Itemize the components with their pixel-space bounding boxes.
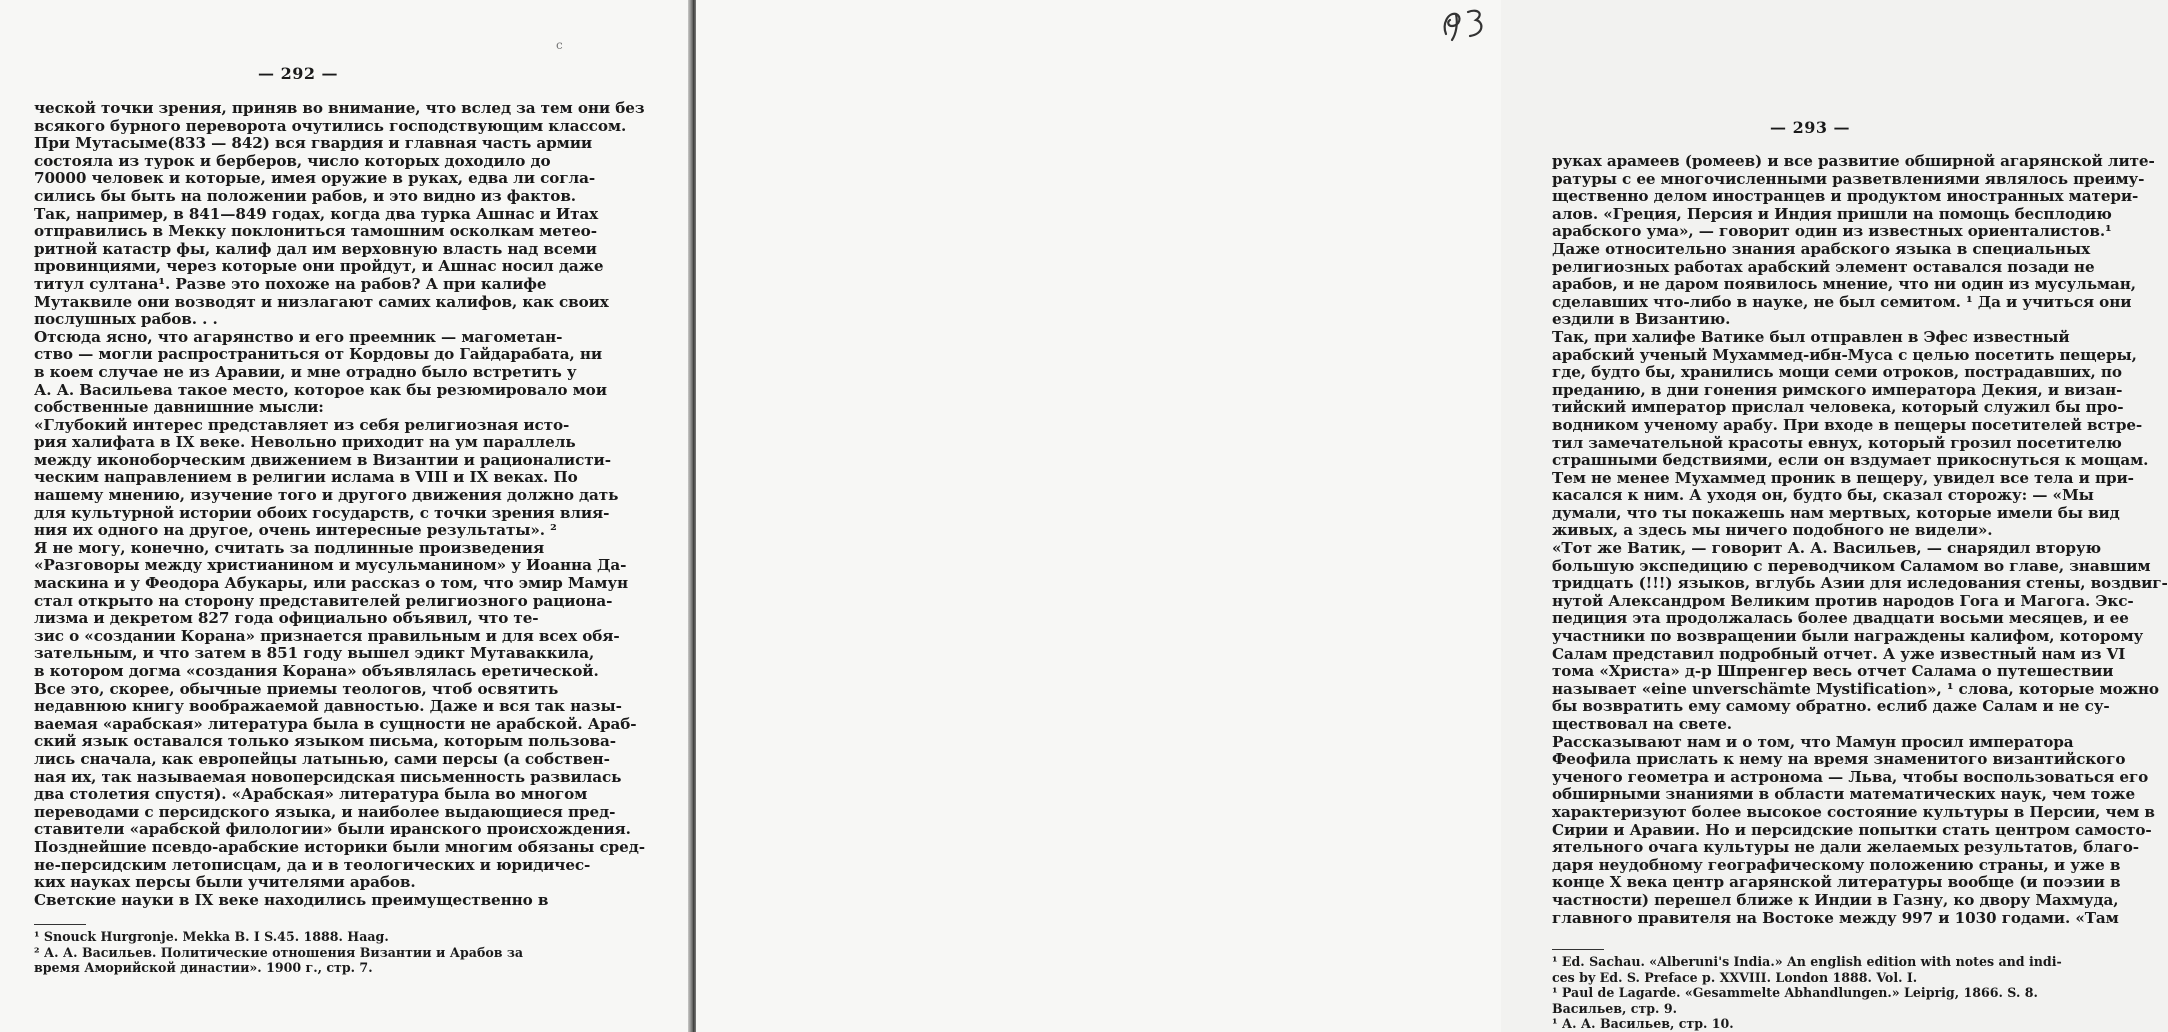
text-line: Салам представил подробный отчет. А уже известный нам из VI	[1552, 644, 2126, 663]
text-line: ский язык оставался только языком письма, которым пользова-	[34, 732, 616, 751]
text-line: ческим направлением в религии ислама в VIII и IX веках. По	[34, 468, 578, 487]
text-line: ществовал на свете.	[1552, 715, 1732, 733]
text-line: в котором догма «создания Корана» объявлялась еретической.	[34, 662, 599, 680]
text-line: алов. «Греция, Персия и Индия пришли на помощь бесплодию	[1552, 204, 2112, 223]
page-number: — 293 —	[1770, 118, 1851, 137]
text-line: ставители «арабской филологии» были иранского происхождения.	[34, 820, 631, 839]
right-footnotes	[1552, 943, 2067, 1032]
text-line: характеризуют более высокое состояние культуры в Персии, чем в	[1552, 802, 2155, 821]
text-line: Отсюда ясно, что агарянство и его преемник — магометан-	[34, 327, 563, 346]
text-line: нутой Александром Великим против народов Гога и Магога. Экс-	[1552, 591, 2134, 610]
footnote-rule	[1552, 949, 1604, 950]
footnote-line: Васильев, стр. 9.	[1552, 1000, 1677, 1016]
page-number: — 292 —	[258, 64, 339, 83]
text-line: Так, например, в 841—849 годах, когда два турка Ашнас и Итах	[34, 204, 599, 223]
text-line: обширными знаниями в области математических наук, чем тоже	[1552, 785, 2136, 804]
text-line: «Разговоры между христианином и мусульманином» у Иоанна Да-	[34, 556, 627, 575]
text-line: лись сначала, как европейцы латынью, сами персы (а собствен-	[34, 749, 610, 768]
text-line: даря неудобному географическому положению страны, и уже в	[1552, 855, 2121, 874]
text-line: Светские науки в IX веке находились преимущественно в	[34, 890, 549, 909]
text-line: ездили в Византию.	[1552, 310, 1731, 329]
handwritten-page-mark	[1438, 4, 1490, 44]
text-line: рия халифата в IX веке. Невольно приходит на ум параллель	[34, 433, 576, 452]
text-line: собственные давнишние мысли:	[34, 398, 324, 417]
left-page	[0, 0, 691, 1032]
text-line: ческой точки зрения, приняв во внимание, что вслед за тем они без	[34, 99, 645, 117]
footnote-line: ces by Ed. S. Preface p. XXVIII. London 1888. Vol. I.	[1552, 969, 1918, 985]
text-line: Даже относительно знания арабского языка в специальных	[1552, 239, 2091, 258]
text-line: бы возвратить ему самому обратно. еслиб даже Салам и не су-	[1552, 697, 2110, 716]
text-line: арабского ума», — говорит один из известных ориенталистов.¹	[1552, 222, 2112, 241]
text-line: маскина и у Феодора Абукары, или рассказ о том, что эмир Мамун	[34, 574, 629, 593]
footnote-line: ¹ Paul de Lagarde. «Gesammelte Abhandlungen.» Leiprig, 1866. S. 8.	[1552, 985, 2038, 1001]
left-footnotes	[34, 918, 550, 976]
text-line: ких науках персы были учителями арабов.	[34, 873, 416, 892]
text-line: руках арамеев (ромеев) и все развитие обширной агарянской лите-	[1552, 152, 2155, 170]
text-line: большую экспедицию с переводчиком Саламом во главе, знавшим	[1552, 556, 2151, 575]
footnote-line: ¹ А. А. Васильев, стр. 10.	[1552, 1016, 1734, 1032]
text-line: главного правителя на Востоке между 997 и 1030 годами. «Там	[1552, 908, 2119, 927]
text-line: нашему мнению, изучение того и другого движения должно дать	[34, 486, 619, 505]
ink-speck: c	[556, 38, 563, 52]
text-line: конце X века центр агарянской литературы вообще (и поэзии в	[1552, 873, 2121, 892]
text-line: «Тот же Ватик, — говорит А. А. Васильев, — снарядил вторую	[1552, 539, 2101, 558]
text-line: тома «Христа» д-р Шпренгер весь отчет Салама о путешествии	[1552, 662, 2114, 681]
text-line: религиозных работах арабский элемент оставался позади не	[1552, 257, 2095, 276]
text-line: состояла из турок и берберов, число которых доходило до	[34, 151, 551, 170]
text-line: всякого бурного переворота очутились господствующим классом.	[34, 116, 627, 135]
text-line: два столетия спустя). «Арабская» литература была во многом	[34, 785, 588, 804]
text-line: переводами с персидского языка, и наиболее выдающиеся пред-	[34, 802, 616, 821]
text-line: педиция эта продолжалась более двадцати восьми месяцев, и ее	[1552, 609, 2129, 628]
text-line: думали, что ты покажешь нам мертвых, которые имели бы вид	[1552, 503, 2120, 522]
text-line: послушных рабов. . .	[34, 310, 218, 329]
text-line: Позднейшие псевдо-арабские историки были многим обязаны сред-	[34, 837, 645, 856]
footnote-line: время Аморийской династии». 1900 г., стр. 7.	[34, 960, 373, 976]
footnote-line: ² А. А. Васильев. Политические отношения Византии и Арабов за	[34, 944, 524, 960]
text-line: Рассказывают нам и о том, что Мамун просил императора	[1552, 732, 2074, 751]
text-line: ная их, так называемая новоперсидская письменность развилась	[34, 767, 622, 786]
text-line: сделавших что-либо в науке, не был семитом. ¹ Да и учиться они	[1552, 292, 2132, 311]
text-line: Я не могу, конечно, считать за подлинные произведения	[34, 538, 545, 557]
text-line: в коем случае не из Аравии, и мне отрадно было встретить у	[34, 362, 577, 381]
text-line: участники по возвращении были награждены калифом, которому	[1552, 627, 2144, 646]
text-line: 70000 человек и которые, имея оружие в руках, едва ли согла-	[34, 169, 596, 188]
text-line: для культурной истории обоих государств, с точки зрения влия-	[34, 503, 610, 522]
right-page	[696, 0, 2168, 1032]
text-line: Феофила прислать к нему на время знаменитого византийского	[1552, 750, 2126, 769]
text-line: щественно делом иностранцев и продуктом иностранных матери-	[1552, 187, 2139, 206]
text-line: Мутаквиле они возводят и низлагают самих калифов, как своих	[34, 292, 609, 311]
text-line: тийский император прислал человека, который служил бы про-	[1552, 398, 2124, 417]
text-line: ратуры с ее многочисленными разветвлениями являлось преиму-	[1552, 169, 2145, 188]
text-line: ство — могли распространиться от Кордовы до Гайдарабата, ни	[34, 345, 603, 364]
text-line: ния их одного на другое, очень интересные результаты». ²	[34, 521, 557, 540]
text-line: Сирии и Аравии. Но и персидские попытки стать центром самосто-	[1552, 820, 2152, 839]
text-line: Тем не менее Мухаммед проник в пещеру, увидел все тела и при-	[1552, 468, 2134, 487]
text-line: «Глубокий интерес представляет из себя религиозная исто-	[34, 415, 570, 434]
left-body-text	[34, 99, 645, 909]
footnote-rule	[34, 924, 86, 925]
text-line: живых, а здесь мы ничего подобного не видели».	[1552, 521, 1993, 540]
text-line: между иконоборческим движением в Византии и рационалисти-	[34, 450, 611, 469]
footnote-line: ¹ Snouck Hurgronje. Mekka B. I S.45. 1888. Haag.	[34, 929, 389, 944]
text-line: Так, при халифе Ватике был отправлен в Эфес известный	[1552, 327, 2070, 346]
text-line: ученого геометра и астронома — Льва, чтобы воспользоваться его	[1552, 767, 2149, 786]
footnote-line: ¹ Ed. Sachau. «Alberuni's India.» An english edition with notes and indi-	[1552, 954, 2062, 969]
text-line: отправились в Мекку поклониться тамошним осколкам метео-	[34, 222, 597, 241]
text-line: арабский ученый Мухаммед-ибн-Муса с целью посетить пещеры,	[1552, 345, 2137, 364]
text-line: называет «eine unverschämte Mystification», ¹ слова, которые можно	[1552, 679, 2159, 698]
text-line: касался к ним. А уходя он, будто бы, сказал сторожу: — «Мы	[1552, 486, 2094, 505]
text-line: сились бы быть на положении рабов, и это видно из фактов.	[34, 186, 576, 205]
text-line: тридцать (!!!) языков, вглубь Азии для иследования стены, воздвиг-	[1552, 574, 2168, 593]
text-line: преданию, в дни гонения римского императора Декия, и визан-	[1552, 380, 2123, 399]
text-line: зис о «создании Корана» признается правильным и для всех обя-	[34, 626, 620, 645]
text-line: частности) перешел ближе к Индии в Газну, ко двору Махмуда,	[1552, 890, 2119, 909]
text-line: водником ученому арабу. При входе в пещеры посетителей встре-	[1552, 415, 2143, 434]
text-line: арабов, и не даром появилось мнение, что ни один из мусульман,	[1552, 275, 2136, 294]
text-line: не-персидским летописцам, да и в теологических и юридичес-	[34, 855, 591, 874]
text-line: стал открыто на сторону представителей религиозного рациона-	[34, 591, 613, 610]
text-line: ятельного очага культуры не дали желаемых результатов, благо-	[1552, 838, 2139, 857]
text-line: страшными бедствиями, если он вздумает прикоснуться к мощам.	[1552, 451, 2149, 470]
text-line: недавнюю книгу воображаемой давностью. Даже и вся так назы-	[34, 697, 622, 716]
text-line: А. А. Васильева такое место, которое как бы резюмировало мои	[34, 380, 607, 399]
text-line: тил замечательной красоты евнух, который грозил посетителю	[1552, 433, 2122, 452]
right-body-text	[1552, 152, 2168, 927]
text-line: зательным, и что затем в 851 году вышел эдикт Мутаваккила,	[34, 644, 595, 663]
text-line: ритной катастр фы, калиф дал им верховную власть над всеми	[34, 239, 597, 258]
text-line: где, будто бы, хранились мощи семи отроков, пострадавших, по	[1552, 363, 2122, 382]
text-line: лизма и декретом 827 года официально объявил, что те-	[34, 609, 539, 628]
text-line: При Мутасыме(833 — 842) вся гвардия и главная часть армии	[34, 134, 593, 153]
text-line: титул султана¹. Разве это похоже на рабов? А при калифе	[34, 274, 547, 293]
text-line: ваемая «арабская» литература была в сущности не арабской. Араб-	[34, 714, 637, 733]
text-line: провинциями, через которые они пройдут, и Ашнас носил даже	[34, 257, 604, 276]
text-line: Все это, скорее, обычные приемы теологов, чтоб освятить	[34, 679, 559, 698]
